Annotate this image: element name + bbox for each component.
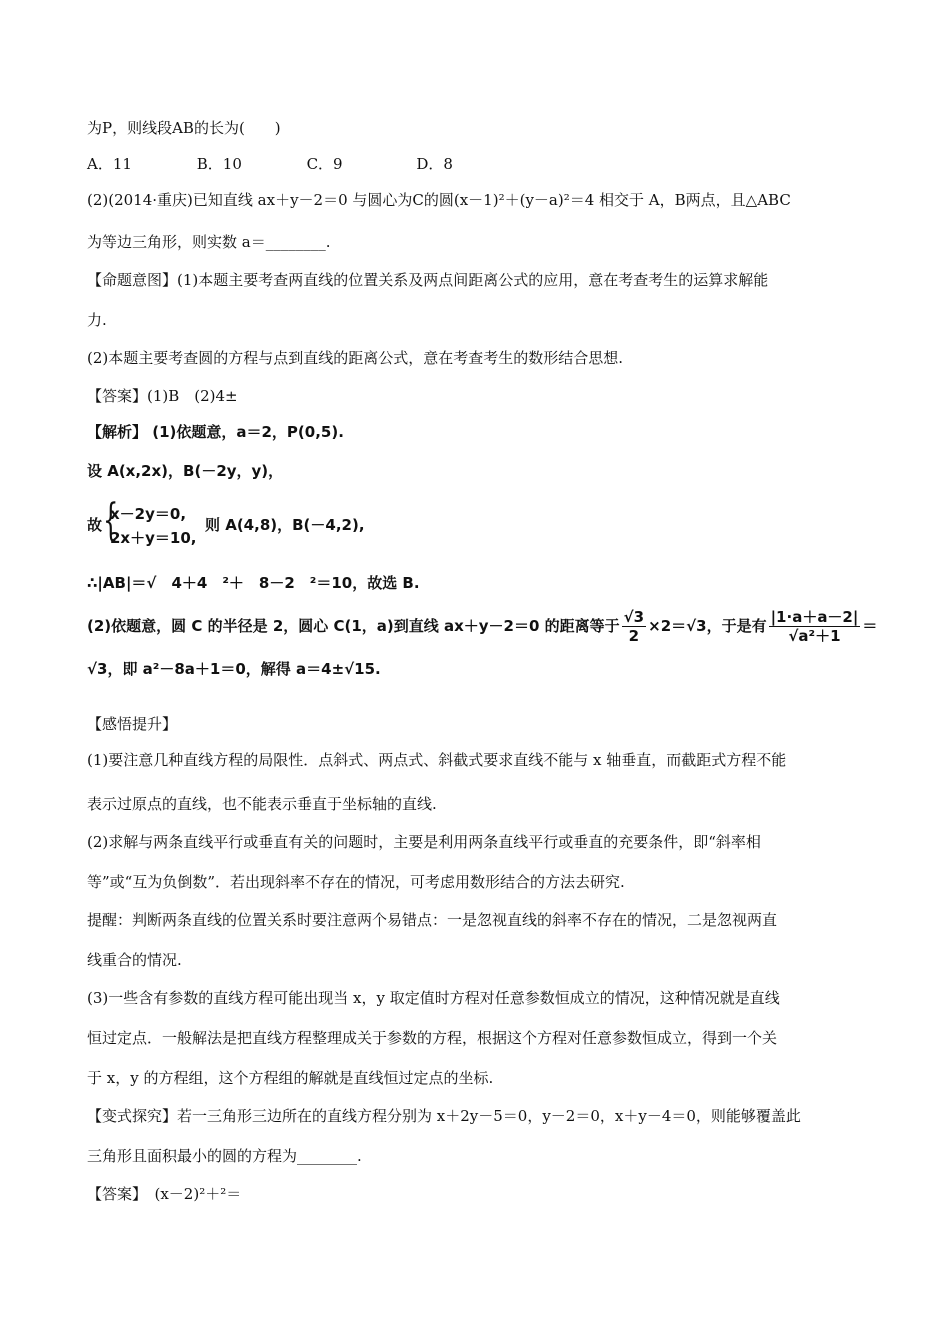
- variant-text-line: 三角形且面积最小的圆的方程为________.: [87, 1147, 362, 1165]
- intent-text-line: (2)本题主要考查圆的方程与点到直线的距离公式，意在考查考生的数形结合思想.: [87, 349, 624, 367]
- insight-text-line: (3)一些含有参数的直线方程可能出现当 x，y 取定值时方程对任意参数恒成立的情况，这种情况就是直线: [87, 989, 780, 1007]
- solution-line: 设 A(x,2x)，B(－2y，y)，: [87, 462, 284, 480]
- fraction: [622, 608, 646, 645]
- solution-line: √3，即 a²－8a＋1＝0，解得 a＝4±√15.: [87, 660, 381, 678]
- system-equation-2: 2x＋y＝10,: [110, 529, 197, 547]
- problem-text-line: 为等边三角形，则实数 a＝________.: [87, 233, 331, 251]
- answer-line: 【答案】(1)B (2)4±: [87, 387, 238, 405]
- fraction-denominator: √a²＋1: [788, 627, 841, 645]
- text: ＝: [862, 617, 878, 635]
- intent-text-line: 【命题意图】(1)本题主要考查两直线的位置关系及两点间距离公式的应用，意在考查考生的运算求解能: [87, 271, 769, 289]
- text: (2)依题意，圆 C 的半径是 2，圆心 C(1，a)到直线 ax＋y－2＝0 的距离等于: [87, 617, 620, 635]
- problem-text-line: (2)(2014·重庆)已知直线 ax＋y－2＝0 与圆心为C的圆(x－1)²＋(y－a)²＝4 相交于 A，B两点，且△ABC: [87, 191, 791, 209]
- fraction-numerator: √3: [623, 608, 645, 626]
- fraction-denominator: 2: [628, 627, 640, 645]
- insight-text-line: 恒过定点．一般解法是把直线方程整理成关于参数的方程，根据这个方程对任意参数恒成立，得到一个关: [87, 1029, 778, 1047]
- system-prefix: 故: [87, 516, 103, 534]
- problem-text-line: [87, 118, 281, 138]
- system-equation-1: x－2y＝0,: [110, 505, 187, 523]
- option-d: D．8: [416, 155, 453, 173]
- insight-text-line: (2)求解与两条直线平行或垂直有关的问题时，主要是利用两条直线平行或垂直的充要条件，即“斜率相: [87, 833, 761, 851]
- insight-text-line: 等”或“互为负倒数”．若出现斜率不存在的情况，可考虑用数形结合的方法去研究.: [87, 873, 625, 891]
- solution-line-with-fractions: [87, 608, 877, 645]
- option-c: C．9: [306, 155, 343, 173]
- fraction-numerator: |1·a＋a－2|: [770, 608, 859, 626]
- system-result: 则 A(4,8)，B(－4,2),: [205, 516, 365, 534]
- intent-text-line: 力.: [87, 311, 107, 329]
- insight-text-line: 提醒：判断两条直线的位置关系时要注意两个易错点：一是忽视直线的斜率不存在的情况，二是忽视两直: [87, 911, 778, 929]
- option-b: B．10: [196, 155, 242, 173]
- solution-line: ∴|AB|＝√ 4＋4 ²＋ 8－2 ²＝10，故选 B.: [87, 574, 420, 592]
- fraction: [769, 608, 861, 645]
- insight-text-line: 表示过原点的直线，也不能表示垂直于坐标轴的直线.: [87, 795, 437, 813]
- insight-text-line: 线重合的情况.: [87, 951, 182, 969]
- solution-line: 【解析】 (1)依题意，a＝2，P(0,5).: [87, 423, 344, 441]
- text: 为P，则线段AB的长为( ): [87, 119, 281, 137]
- insight-text-line: 于 x，y 的方程组，这个方程组的解就是直线恒过定点的坐标.: [87, 1069, 494, 1087]
- insight-text-line: (1)要注意几种直线方程的局限性．点斜式、两点式、斜截式要求直线不能与 x 轴垂直，而截距式方程不能: [87, 751, 787, 769]
- answer-options: [87, 154, 521, 174]
- text: ×2＝√3，于是有: [648, 617, 767, 635]
- answer-line: 【答案】 (x－2)²＋²＝: [87, 1185, 242, 1203]
- option-a: A．11: [87, 155, 132, 173]
- section-heading: 【感悟提升】: [87, 715, 178, 733]
- variant-text-line: 【变式探究】若一三角形三边所在的直线方程分别为 x＋2y－5＝0，y－2＝0，x＋y－4＝0，则能够覆盖此: [87, 1107, 801, 1125]
